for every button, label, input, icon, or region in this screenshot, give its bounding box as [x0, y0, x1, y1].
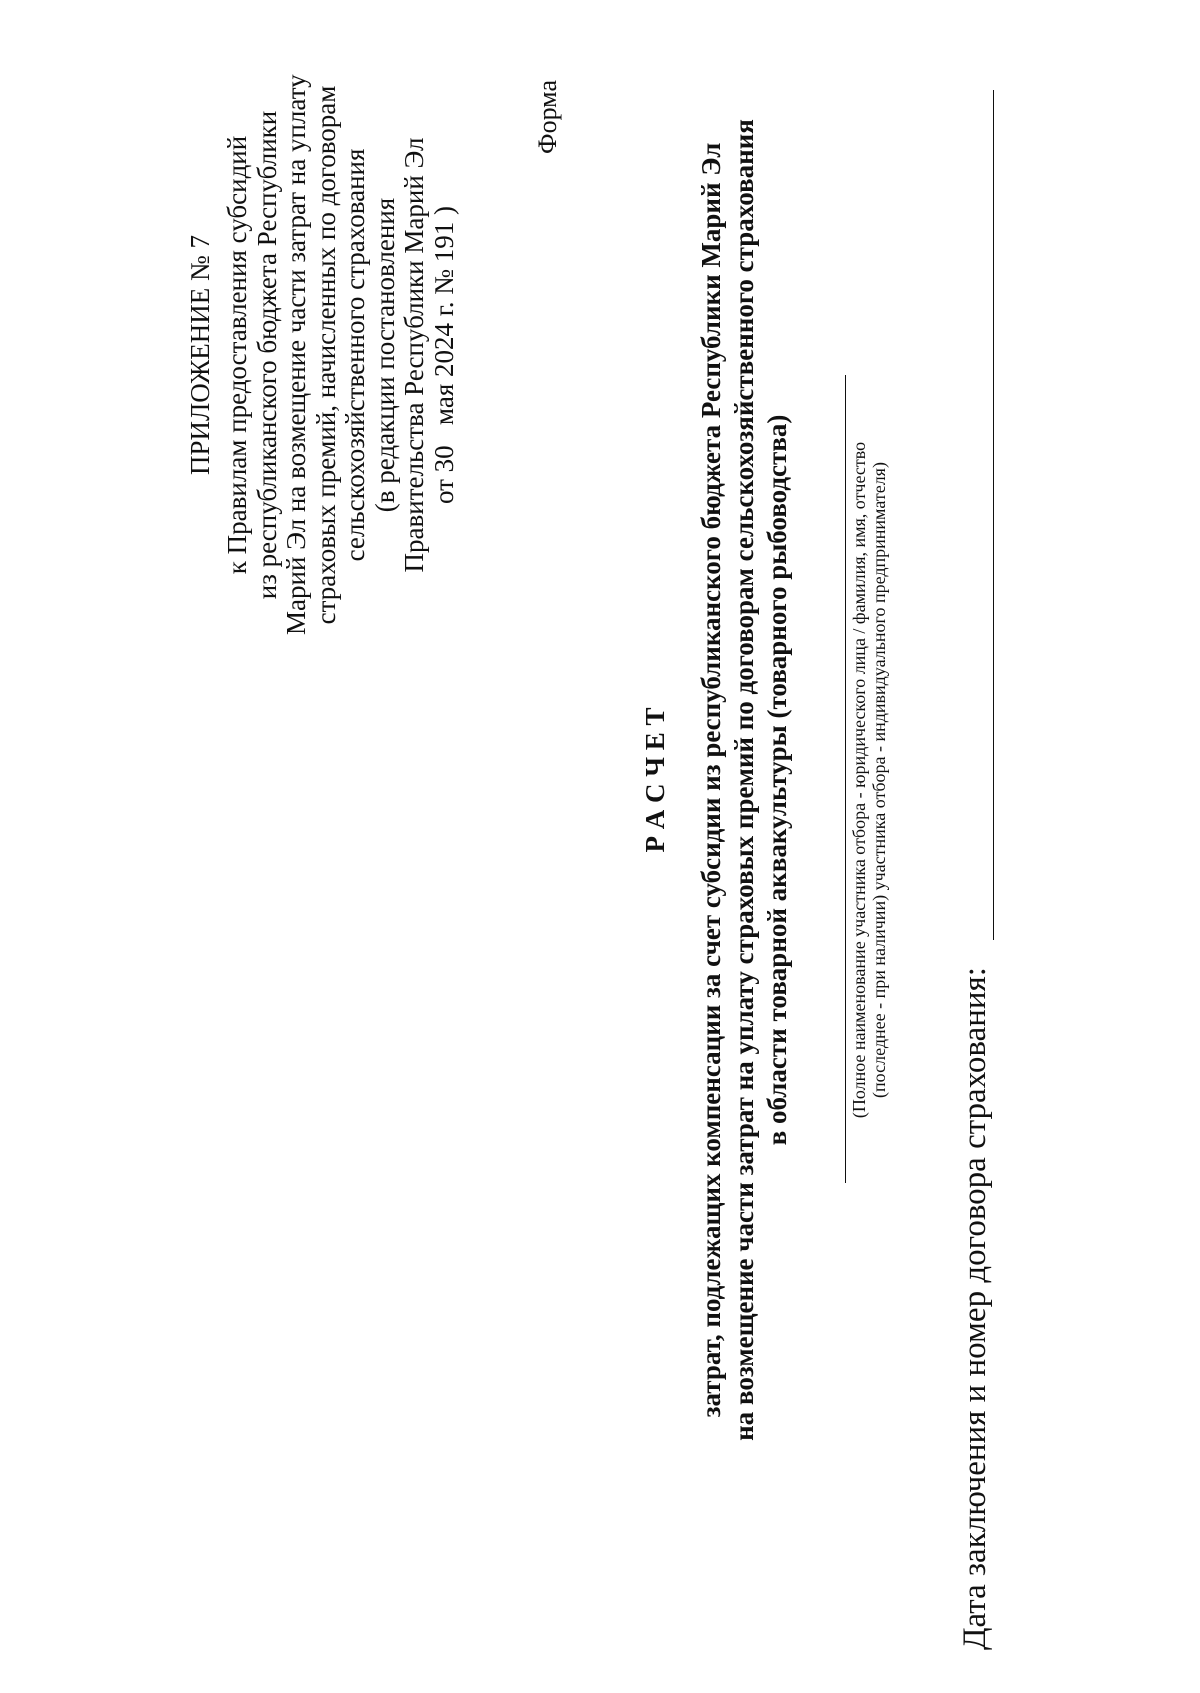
subtitle-line: затрат, подлежащих компенсации за счет субсидии из республиканского бюджета Республики Марий Эл: [696, 142, 726, 1418]
appendix-date-line: от 30 мая 2024 г. № 191 ): [428, 205, 459, 505]
appendix-header: [185, 75, 459, 635]
participant-name-field-line: [845, 375, 846, 1183]
appendix-line: (в редакции постановления: [369, 197, 400, 513]
appendix-line: сельскохозяйственного страхования: [340, 148, 370, 562]
appendix-line: страховых премий, начисленных по договорам: [310, 85, 341, 625]
document-subtitle: [695, 80, 794, 1480]
participant-name-caption: [849, 280, 889, 1280]
appendix-line: из республиканского бюджета Республики: [251, 110, 282, 600]
caption-line: (Полное наименование участника отбора - юридического лица / фамилия, имя, отчество: [849, 441, 869, 1119]
contract-date-number-label: Дата заключения и номер договора страхования:: [957, 967, 993, 1650]
form-label: Форма: [533, 80, 562, 154]
appendix-line: Марий Эл на возмещение части затрат на уплату: [281, 74, 311, 635]
appendix-line: Правительства Республики Марий Эл: [399, 137, 429, 573]
caption-line: (последнее - при наличии) участника отбора - индивидуального предпринимателя): [869, 462, 889, 1098]
contract-date-number-field-line: [993, 90, 994, 940]
subtitle-line: на возмещение части затрат на уплату страховых премий по договорам сельскохозяйственного страхования: [729, 119, 759, 1441]
document-heading: Р А С Ч Е Т: [640, 707, 670, 853]
subtitle-line: в области товарной аквакультуры (товарного рыбоводства): [762, 414, 792, 1146]
appendix-line: к Правилам предоставления субсидий: [222, 135, 252, 575]
appendix-number: ПРИЛОЖЕНИЕ № 7: [185, 234, 215, 476]
